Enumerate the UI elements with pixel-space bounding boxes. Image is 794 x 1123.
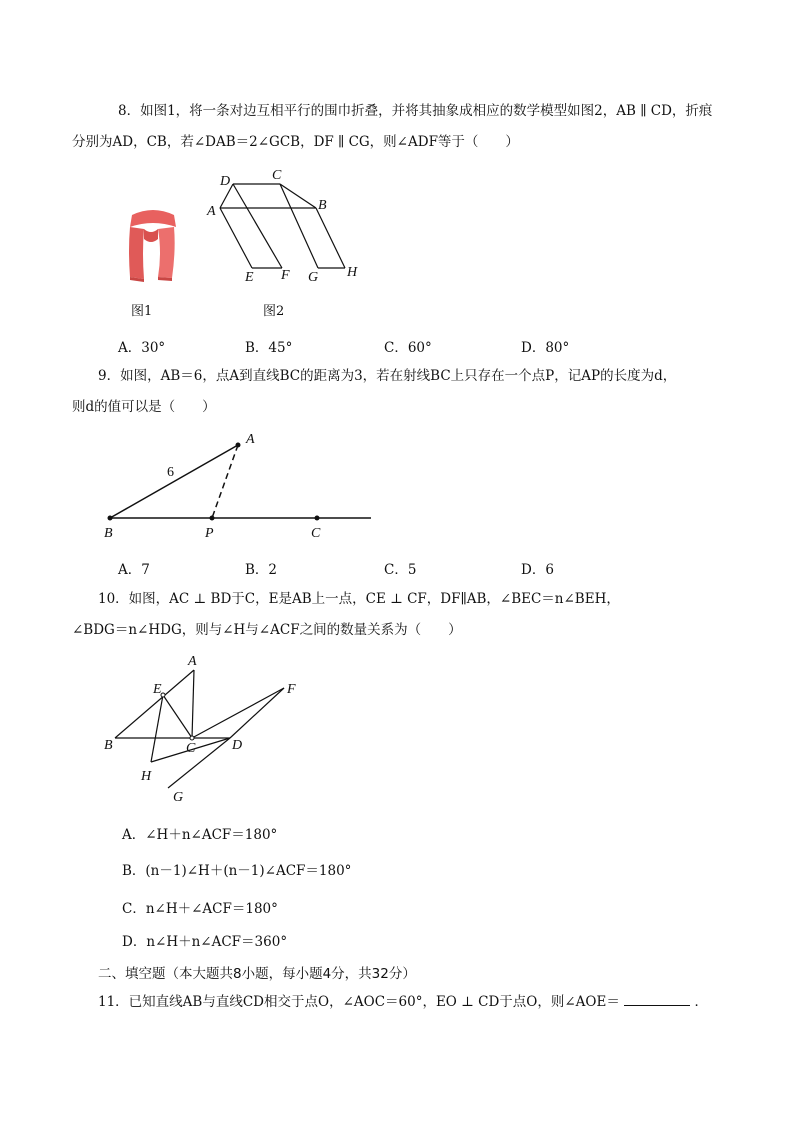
q8-line2: 分别为AD，CB，若∠DAB＝2∠GCB，DF ∥ CG，则∠ADF等于（ ）	[72, 134, 519, 150]
label-A: A	[188, 654, 197, 669]
q10-option-c[interactable]: C．n∠H＋∠ACF＝180°	[122, 901, 278, 917]
q9-line2: 则d的值可以是（ ）	[72, 399, 216, 415]
q8-option-b[interactable]: B．45°	[245, 340, 293, 356]
q8-option-c[interactable]: C．60°	[384, 340, 432, 356]
q11-period: ．	[694, 994, 708, 1010]
label-B: B	[104, 738, 113, 753]
label-B: B	[318, 198, 327, 213]
q8-option-d[interactable]: D．80°	[521, 340, 570, 356]
label-C: C	[272, 168, 282, 183]
q9-option-a[interactable]: A．7	[118, 562, 150, 578]
label-P: P	[205, 526, 214, 541]
label-G: G	[308, 270, 319, 285]
label-E: E	[245, 270, 254, 285]
q10-line1: 10．如图，AC ⊥ BD于C，E是AB上一点，CE ⊥ CF，DF∥AB，∠BEC＝n∠BEH，	[98, 591, 620, 607]
q8-line1: 8．如图1，将一条对边互相平行的围巾折叠，并将其抽象成相应的数学模型如图2，AB ∥ CD，折痕	[118, 103, 713, 119]
q10-option-d[interactable]: D．n∠H＋n∠ACF＝360°	[122, 934, 288, 950]
q9-option-d[interactable]: D．6	[521, 562, 554, 578]
label-H: H	[141, 769, 152, 784]
label-length-6: 6	[167, 465, 174, 480]
label-A: A	[207, 204, 216, 219]
q11-line	[98, 993, 708, 1011]
label-E: E	[153, 682, 162, 697]
label-C: C	[311, 526, 321, 541]
label-B: B	[104, 526, 113, 541]
q10-option-b[interactable]: B．(n－1)∠H＋(n－1)∠ACF＝180°	[122, 863, 352, 879]
label-H: H	[347, 265, 358, 280]
fig2-caption: 图2	[263, 304, 285, 319]
section-title: 二、填空题（本大题共8小题，每小题4分，共32分）	[98, 966, 416, 982]
q10-line2: ∠BDG＝n∠HDG，则与∠H与∠ACF之间的数量关系为（ ）	[72, 622, 462, 638]
label-C: C	[186, 741, 196, 756]
label-F: F	[281, 268, 290, 283]
q8-option-a[interactable]: A．30°	[118, 340, 166, 356]
q8-figure2	[200, 160, 370, 285]
q9-line1: 9．如图，AB＝6，点A到直线BC的距离为3，若在射线BC上只存在一个点P，记AP的长度为d，	[98, 368, 677, 384]
q10-option-a[interactable]: A．∠H＋n∠ACF＝180°	[122, 827, 278, 843]
q9-option-b[interactable]: B．2	[245, 562, 278, 578]
scarf-image	[118, 205, 188, 285]
label-D: D	[232, 738, 243, 753]
label-D: D	[220, 174, 231, 189]
label-G: G	[173, 790, 184, 805]
q9-figure	[95, 425, 385, 545]
q10-figure	[98, 650, 308, 805]
q11-answer-blank[interactable]	[624, 993, 690, 1006]
q11-text: 11．已知直线AB与直线CD相交于点O，∠AOC＝60°，EO ⊥ CD于点O，则∠AOE＝	[98, 994, 620, 1010]
q9-option-c[interactable]: C．5	[384, 562, 417, 578]
label-A: A	[246, 432, 255, 447]
fig1-caption: 图1	[131, 304, 153, 319]
label-F: F	[287, 682, 296, 697]
